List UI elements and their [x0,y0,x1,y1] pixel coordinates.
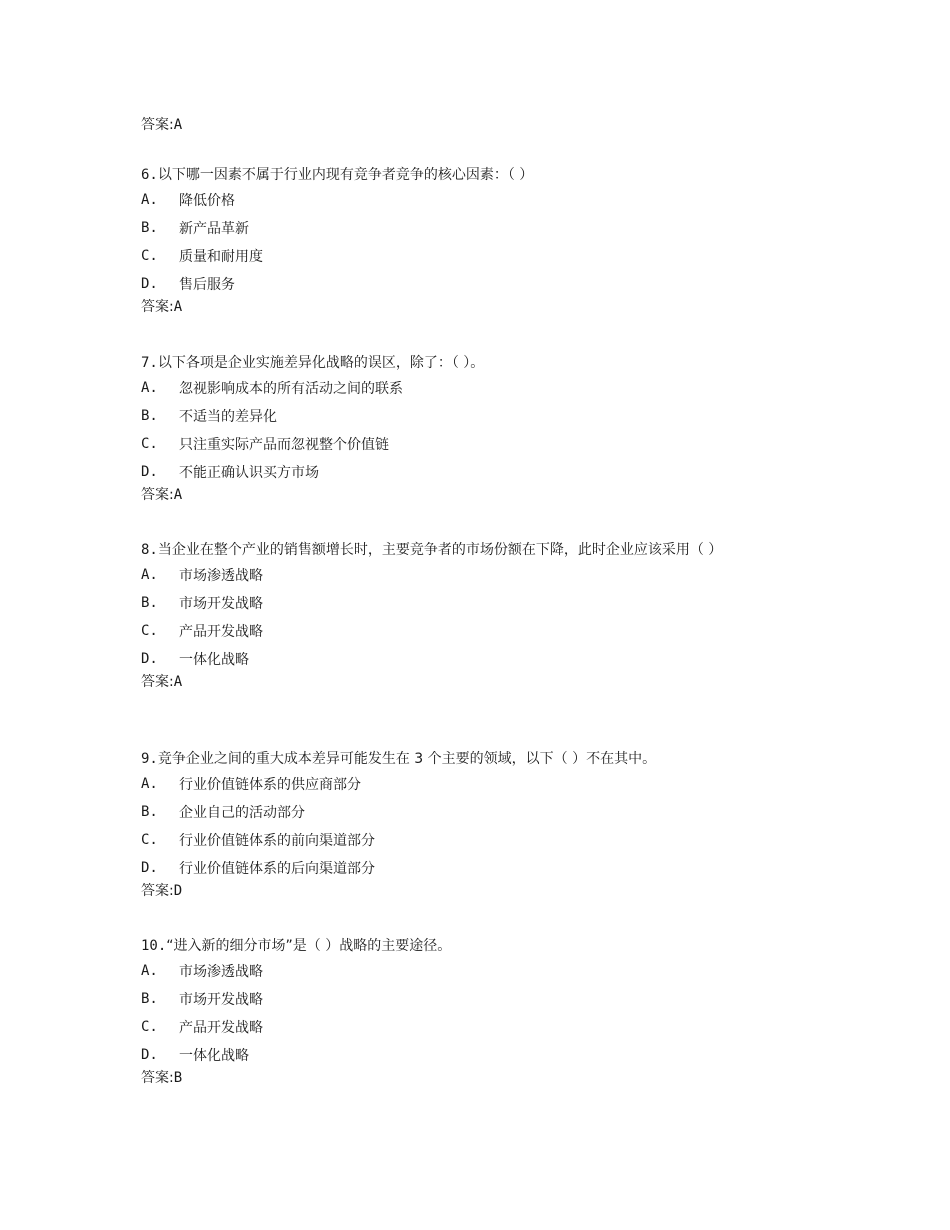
question-8 [141,539,811,691]
previous-answer: 答案:A [141,117,183,133]
option-b: B. 不适当的差异化 [141,408,277,425]
question-text: 8.当企业在整个产业的销售额增长时，主要竞争者的市场份额在下降，此时企业应该采用（ ） [141,542,723,558]
option-d: D. 一体化战略 [141,1047,249,1064]
option-list [141,957,811,1069]
question-text: 9.竞争企业之间的重大成本差异可能发生在 3 个主要的领域，以下（ ）不在其中。 [141,751,657,767]
option-a: A. 降低价格 [141,192,235,209]
option-d: D. 不能正确认识买方市场 [141,464,319,481]
answer-line: 答案:B [141,1070,183,1086]
option-list [141,374,811,486]
option-b: B. 新产品革新 [141,220,249,237]
option-d: D. 行业价值链体系的后向渠道部分 [141,860,375,877]
answer-line: 答案:A [141,487,183,503]
answer-line: 答案:A [141,674,183,690]
question-text: 7.以下各项是企业实施差异化战略的误区，除了：（ ）。 [141,355,485,371]
option-b: B. 市场开发战略 [141,595,263,612]
option-c: C. 产品开发战略 [141,623,263,640]
question-6 [141,164,811,316]
option-c: C. 产品开发战略 [141,1019,263,1036]
option-b: B. 企业自己的活动部分 [141,804,305,821]
option-list [141,186,811,298]
option-d: D. 一体化战略 [141,651,249,668]
option-list [141,561,811,673]
option-a: A. 市场渗透战略 [141,567,263,584]
question-text: 6.以下哪一因素不属于行业内现有竞争者竞争的核心因素：（ ） [141,167,534,183]
option-a: A. 行业价值链体系的供应商部分 [141,776,361,793]
option-c: C. 质量和耐用度 [141,248,263,265]
option-b: B. 市场开发战略 [141,991,263,1008]
option-a: A. 市场渗透战略 [141,963,263,980]
option-list [141,770,811,882]
question-10 [141,935,811,1087]
question-text: 10.“进入新的细分市场”是（ ）战略的主要途径。 [141,938,452,954]
answer-line: 答案:D [141,883,183,899]
option-c: C. 行业价值链体系的前向渠道部分 [141,832,375,849]
option-a: A. 忽视影响成本的所有活动之间的联系 [141,380,403,397]
answer-line: 答案:A [141,299,183,315]
option-d: D. 售后服务 [141,276,235,293]
option-c: C. 只注重实际产品而忽视整个价值链 [141,436,389,453]
question-9 [141,748,811,900]
question-7 [141,352,811,504]
